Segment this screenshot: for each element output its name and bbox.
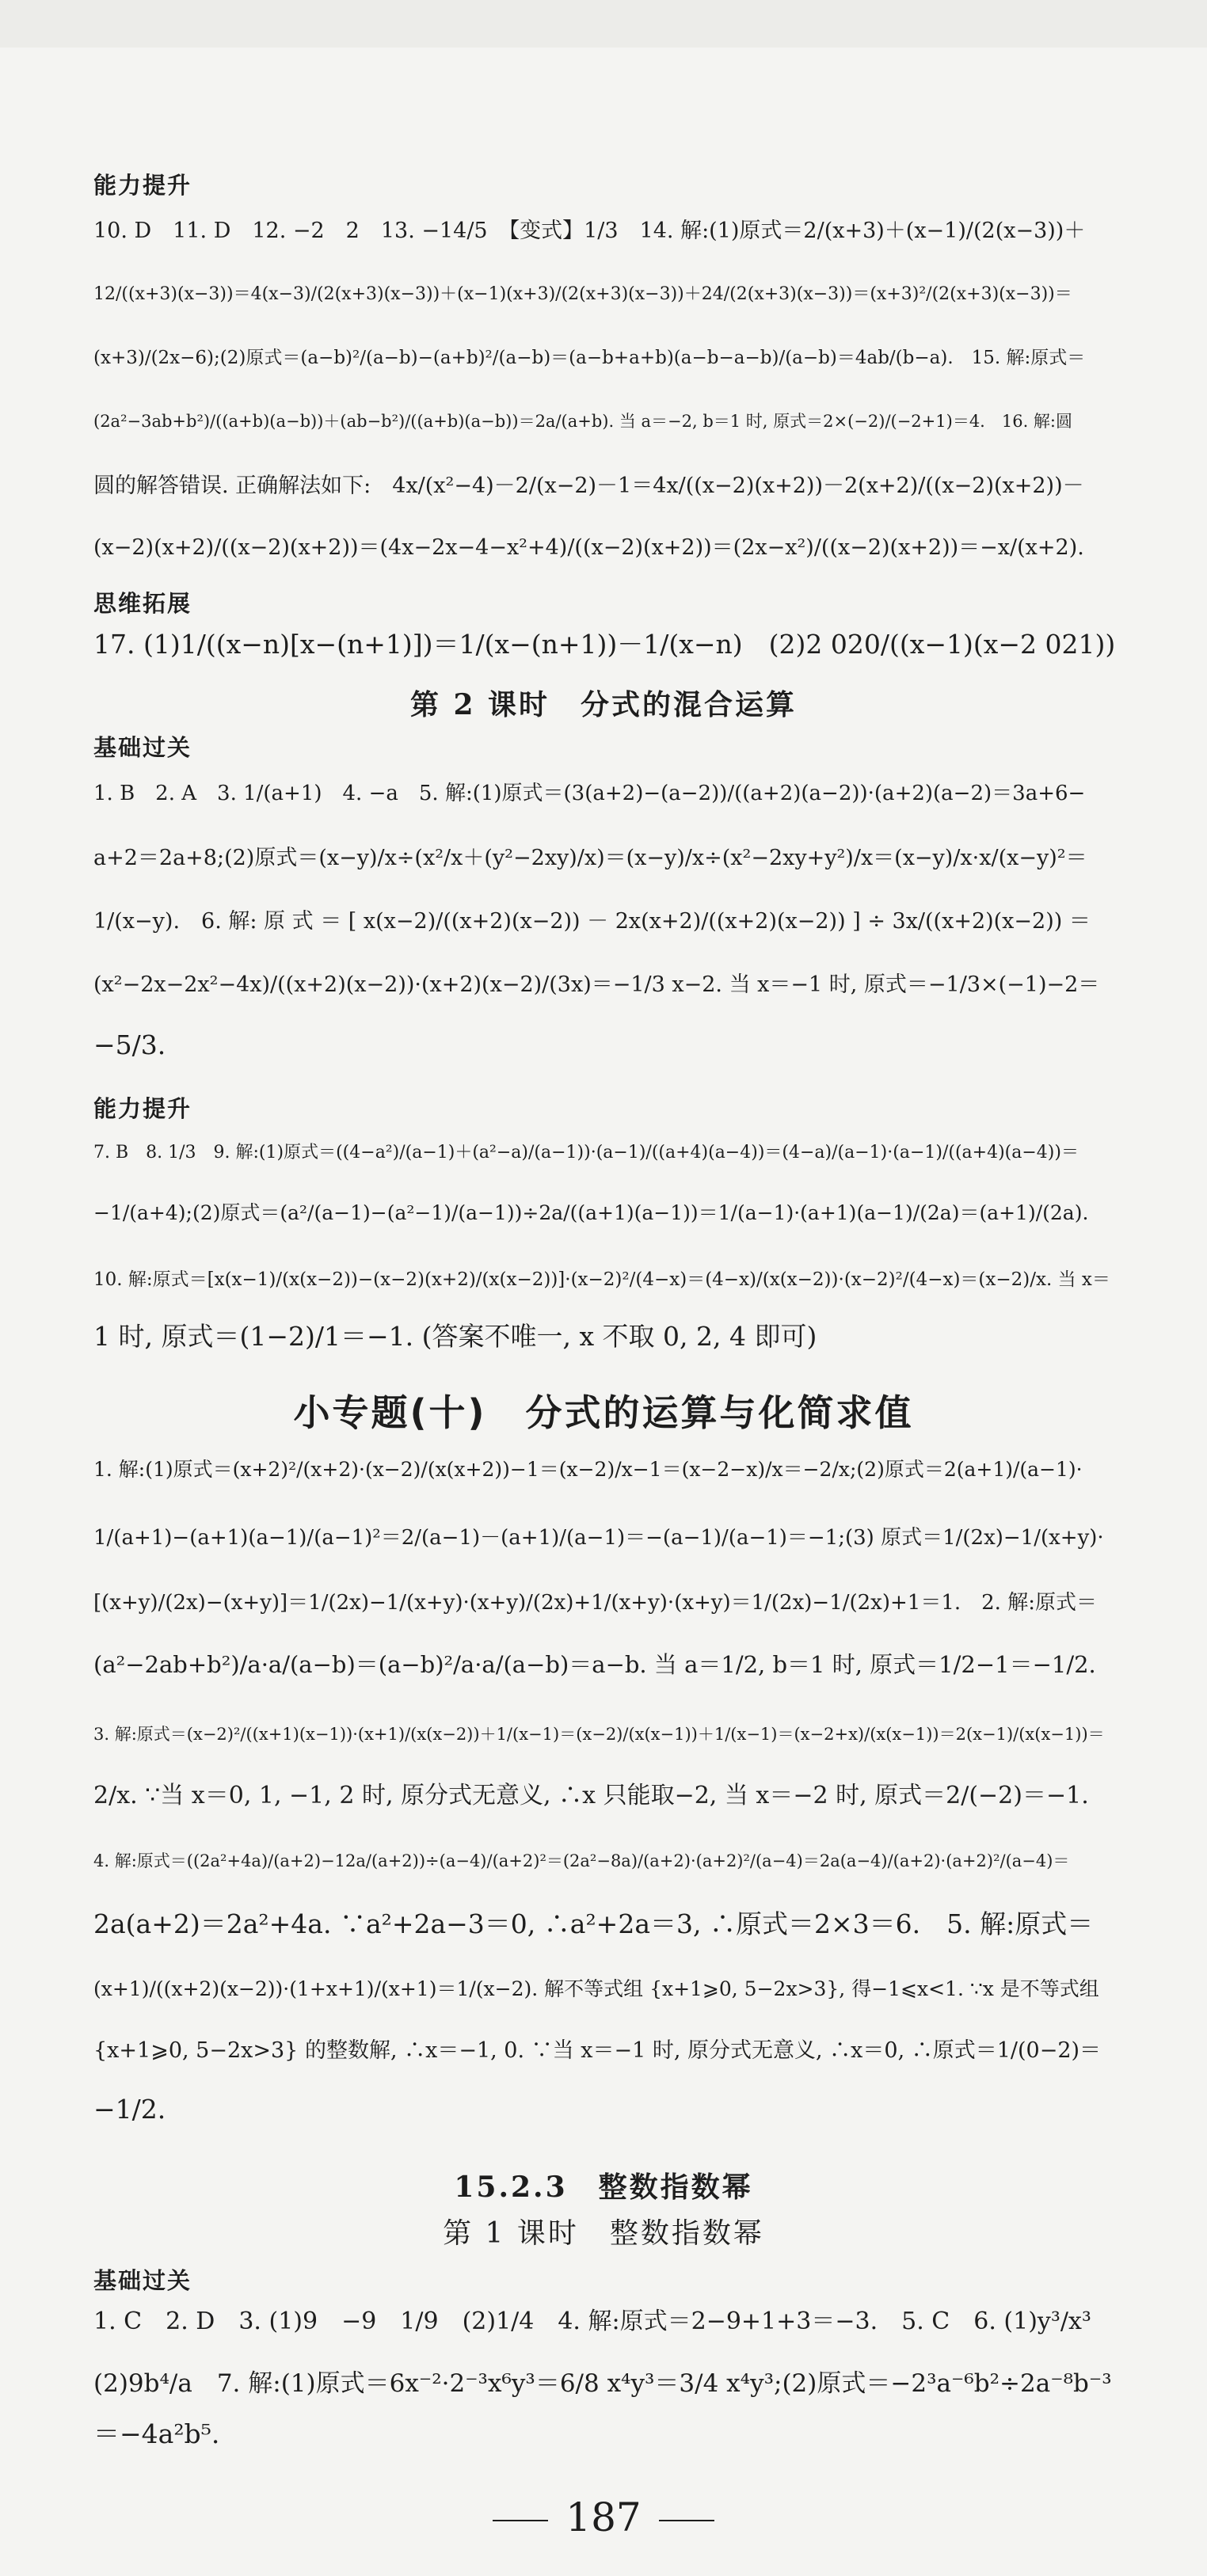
answer-line-20: (a²−2ab+b²)/a·a/(a−b)＝(a−b)²/a·a/(a−b)＝a−b. 当 a＝1/2, b＝1 时, 原式＝1/2−1＝−1/2. (93, 1651, 1096, 1678)
answer-line-26: {x+1⩾0, 5−2x>3} 的整数解, ∴x＝−1, 0. ∵当 x＝−1 时, 原分式无意义, ∴x＝0, ∴原式＝1/(0−2)＝ (93, 2038, 1102, 2063)
answer-line-29: (2)9b⁴/a 7. 解:(1)原式＝6x⁻²·2⁻³x⁶y³＝6/8 x⁴y³＝3/4 x⁴y³;(2)原式＝−2³a⁻⁶b²÷2a⁻⁸b⁻³ (93, 2369, 1112, 2398)
section-heading-ability-2: 能力提升 (93, 1095, 192, 1122)
answer-line-16: 1 时, 原式＝(1−2)/1＝−1. (答案不唯一, x 不取 0, 2, 4 即可) (93, 1321, 817, 1352)
answer-line-2: 12/((x+3)(x−3))＝4(x−3)/(2(x+3)(x−3))＋(x−1)(x+3)/(2(x+3)(x−3))＋24/(2(x+3)(x−3))＝(x+3)²/(2(x+3)(x−3))＝ (93, 284, 1072, 304)
answer-line-22: 2/x. ∵当 x＝0, 1, −1, 2 时, 原分式无意义, ∴x 只能取−2, 当 x＝−2 时, 原式＝2/(−2)＝−1. (93, 1782, 1089, 1809)
answer-line-25: (x+1)/((x+2)(x−2))·(1+x+1)/(x+1)＝1/(x−2). 解不等式组 {x+1⩾0, 5−2x>3}, 得−1⩽x<1. ∵x 是不等式组 (93, 1977, 1099, 2000)
answer-line-12: −5/3. (93, 1029, 166, 1060)
answer-line-27: −1/2. (93, 2094, 166, 2125)
answer-line-21: 3. 解:原式＝(x−2)²/((x+1)(x−1))·(x+1)/(x(x−2))＋1/(x−1)＝(x−2)/(x(x−1))＋1/(x−1)＝(x−2+x)/(x(x−1))＝2(x−1)/(x(x−1))＝ (93, 1725, 1105, 1744)
answer-line-11: (x²−2x−2x²−4x)/((x+2)(x−2))·(x+2)(x−2)/(3x)＝−1/3 x−2. 当 x＝−1 时, 原式＝−1/3×(−1)−2＝ (93, 972, 1100, 997)
answer-line-7: 17. (1)1/((x−n)[x−(n+1)])＝1/(x−(n+1))－1/(x−n) (2)2 020/((x−1)(x−2 021)) (93, 629, 1116, 660)
answer-line-17: 1. 解:(1)原式＝(x+2)²/(x+2)·(x−2)/(x(x+2))−1＝(x−2)/x−1＝(x−2−x)/x＝−2/x;(2)原式＝2(a+1)/(a−1)· (93, 1458, 1083, 1481)
answer-line-30: ＝−4a²b⁵. (93, 2418, 220, 2449)
answer-line-23: 4. 解:原式＝((2a²+4a)/(a+2)−12a/(a+2))÷(a−4)/(a+2)²＝(2a²−8a)/(a+2)·(a+2)²/(a−4)＝2a(a−4)/(a+2)·(a+2)²/(a−4)＝ (93, 1851, 1070, 1870)
answer-line-15: 10. 解:原式＝[x(x−1)/(x(x−2))−(x−2)(x+2)/(x(x−2))]·(x−2)²/(4−x)＝(4−x)/(x(x−2))·(x−2)²/(4−x)＝(x−2)/x. 当 x＝ (93, 1269, 1110, 1290)
answer-line-9: a+2＝2a+8;(2)原式＝(x−y)/x÷(x²/x＋(y²−2xy)/x)＝(x−y)/x÷(x²−2xy+y²)/x＝(x−y)/x·x/(x−y)²＝ (93, 846, 1087, 870)
section-heading-ability-1: 能力提升 (93, 172, 192, 199)
answer-line-3: (x+3)/(2x−6);(2)原式＝(a−b)²/(a−b)−(a+b)²/(a−b)＝(a−b+a+b)(a−b−a−b)/(a−b)＝4ab/(b−a). 15. 解:原式＝ (93, 348, 1086, 368)
section-heading-basic-2: 基础过关 (93, 734, 192, 761)
answer-line-4: (2a²−3ab+b²)/((a+b)(a−b))＋(ab−b²)/((a+b)(a−b))＝2a/(a+b). 当 a＝−2, b＝1 时, 原式＝2×(−2)/(−2+1)＝4. 16. 解:圆 (93, 412, 1073, 431)
page-number (0, 2494, 1207, 2540)
answer-line-18: 1/(a+1)−(a+1)(a−1)/(a−1)²＝2/(a−1)－(a+1)/(a−1)＝−(a−1)/(a−1)＝−1;(3) 原式＝1/(2x)−1/(x+y)· (93, 1526, 1104, 1550)
top-margin-band (0, 0, 1207, 48)
section-heading-thinking: 思维拓展 (93, 590, 192, 617)
answer-line-1: 10. D 11. D 12. −2 2 13. −14/5 【变式】1/3 14. 解:(1)原式＝2/(x+3)＋(x−1)/(2(x−3))＋ (93, 219, 1086, 243)
answer-line-13: 7. B 8. 1/3 9. 解:(1)原式＝((4−a²)/(a−1)＋(a²−a)/(a−1))·(a−1)/((a+4)(a−4))＝(4−a)/(a−1)·(a−1)/((a+4)(a−4))＝ (93, 1143, 1079, 1162)
page-number-dash-left (493, 2520, 548, 2521)
answer-line-8: 1. B 2. A 3. 1/(a+1) 4. −a 5. 解:(1)原式＝(3(a+2)−(a−2))/((a+2)(a−2))·(a+2)(a−2)＝3a+6− (93, 782, 1086, 805)
page-number-value: 187 (565, 2494, 642, 2540)
topic-10-heading: 小专题(十) 分式的运算与化简求值 (293, 1391, 914, 1434)
answer-line-19: [(x+y)/(2x)−(x+y)]＝1/(2x)−1/(x+y)·(x+y)/(2x)+1/(x+y)·(x+y)＝1/(2x)−1/(2x)+1＝1. 2. 解:原式＝ (93, 1591, 1097, 1615)
section-15-2-3-heading: 15.2.3 整数指数幂 (454, 2171, 753, 2204)
answer-line-5: 圆的解答错误. 正确解法如下: 4x/(x²−4)－2/(x−2)－1＝4x/((x−2)(x+2))－2(x+2)/((x−2)(x+2))－ (93, 474, 1084, 498)
lesson-1-heading: 第 1 课时 整数指数幂 (443, 2217, 764, 2250)
answer-line-24: 2a(a+2)＝2a²+4a. ∵a²+2a−3＝0, ∴a²+2a＝3, ∴原式＝2×3＝6. 5. 解:原式＝ (93, 1908, 1094, 1939)
answer-line-10: 1/(x−y). 6. 解: 原 式 ＝ [ x(x−2)/((x+2)(x−2)) － 2x(x+2)/((x+2)(x−2)) ] ÷ 3x/((x+2)(x−2)) ＝ (93, 909, 1091, 934)
page-number-dash-right (659, 2520, 714, 2521)
section-heading-basic-3: 基础过关 (93, 2267, 192, 2294)
answer-line-14: −1/(a+4);(2)原式＝(a²/(a−1)−(a²−1)/(a−1))÷2a/((a+1)(a−1))＝1/(a−1)·(a+1)(a−1)/(2a)＝(a+1)/(2a). (93, 1201, 1089, 1224)
lesson-2-heading: 第 2 课时 分式的混合运算 (409, 688, 798, 721)
answer-line-6: (x−2)(x+2)/((x−2)(x+2))＝(4x−2x−4−x²+4)/((x−2)(x+2))＝(2x−x²)/((x−2)(x+2))＝−x/(x+2). (93, 535, 1084, 560)
answer-line-28: 1. C 2. D 3. (1)9 −9 1/9 (2)1/4 4. 解:原式＝2−9+1+3＝−3. 5. C 6. (1)y³/x³ (93, 2308, 1091, 2335)
